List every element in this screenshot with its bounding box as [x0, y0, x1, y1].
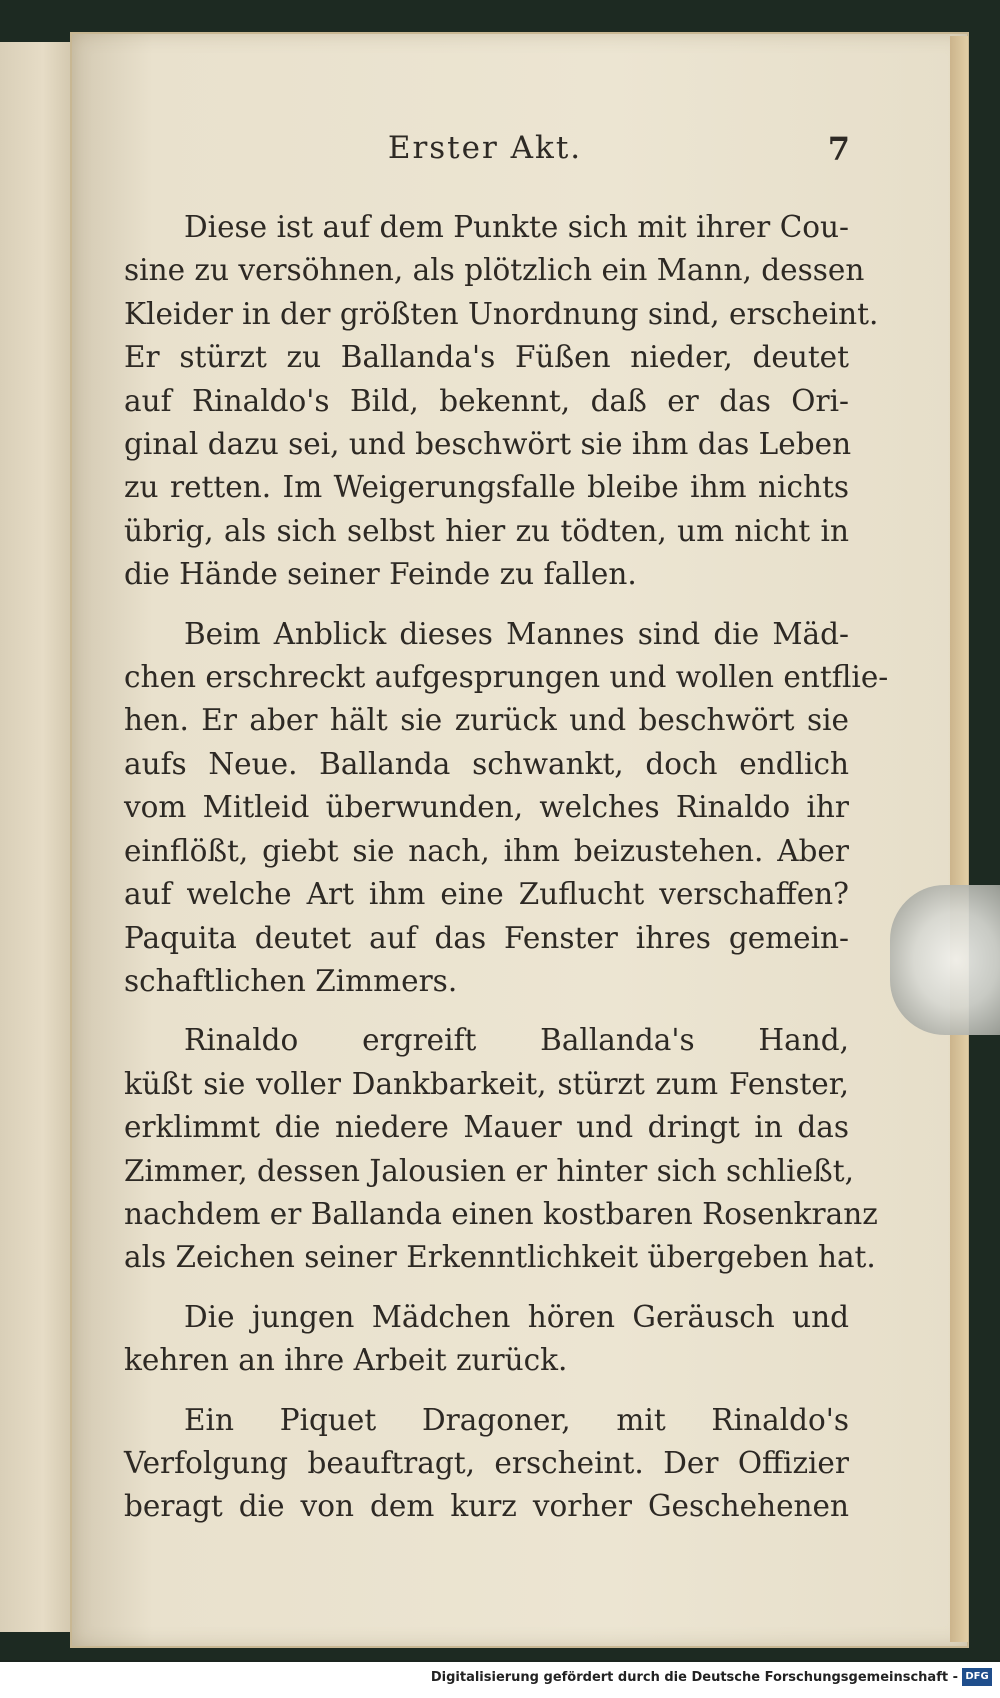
- running-head: Erster Akt.: [387, 130, 583, 166]
- paragraph-2: [124, 613, 889, 1004]
- dfg-logo: DFG: [962, 1668, 992, 1686]
- text-line: beragt die von dem kurz vorher Geschehenen: [124, 1489, 849, 1524]
- text-line: küßt sie voller Dankbarkeit, stürzt zum Fenster,: [124, 1066, 849, 1101]
- text-line: die Hände seiner Feinde zu fallen.: [124, 557, 637, 592]
- text-line: schaftlichen Zimmers.: [124, 963, 458, 998]
- text-line: nachdem er Ballanda einen kostbaren Rosenkranz: [124, 1196, 878, 1231]
- text-line: auf Rinaldo's Bild, bekennt, daß er das Ori-: [124, 383, 849, 418]
- text-line: Rinaldo ergreift Ballanda's Hand,: [184, 1023, 849, 1058]
- text-line: auf welche Art ihm eine Zuflucht verschaffen?: [124, 877, 849, 912]
- page-header: [120, 130, 850, 180]
- text-line: Beim Anblick dieses Mannes sind die Mäd-: [184, 616, 849, 651]
- text-line: vom Mitleid überwunden, welches Rinaldo ihr: [124, 790, 849, 825]
- text-line: ginal dazu sei, und beschwört sie ihm das Leben: [124, 427, 852, 462]
- text-line: zu retten. Im Weigerungsfalle bleibe ihm nichts: [124, 470, 849, 505]
- page-clip: [890, 885, 1000, 1035]
- page-fore-edge: [950, 36, 968, 1642]
- text-line: einflößt, giebt sie nach, ihm beizustehen. Aber: [124, 833, 849, 868]
- body-text: [124, 206, 889, 1529]
- text-line: Kleider in der größten Unordnung sind, erscheint.: [124, 296, 879, 331]
- text-line: als Zeichen seiner Erkenntlichkeit übergeben hat.: [124, 1240, 876, 1275]
- text-line: sine zu versöhnen, als plötzlich ein Mann, dessen: [124, 253, 865, 288]
- funding-credit: Digitalisierung gefördert durch die Deutsche Forschungsgemeinschaft -: [430, 1670, 958, 1685]
- paragraph-4: [124, 1296, 849, 1383]
- text-line: Verfolgung beauftragt, erscheint. Der Offizier: [124, 1445, 849, 1480]
- text-line: Ein Piquet Dragoner, mit Rinaldo's: [184, 1402, 849, 1437]
- paragraph-3: [124, 1019, 878, 1279]
- text-line: Diese ist auf dem Punkte sich mit ihrer Cou-: [184, 210, 849, 244]
- previous-page-edge: [0, 42, 80, 1632]
- text-line: aufs Neue. Ballanda schwankt, doch endlich: [124, 746, 849, 781]
- paragraph-1: [124, 206, 879, 597]
- digitization-footer: [0, 1662, 1000, 1698]
- text-line: kehren an ihre Arbeit zurück.: [124, 1343, 568, 1378]
- text-line: übrig, als sich selbst hier zu tödten, um nicht in: [124, 513, 849, 548]
- text-line: chen erschreckt aufgesprungen und wollen entflie-: [124, 660, 889, 695]
- text-line: Die jungen Mädchen hören Geräusch und: [184, 1299, 849, 1334]
- text-line: Zimmer, dessen Jalousien er hinter sich schließt,: [124, 1153, 854, 1188]
- text-line: erklimmt die niedere Mauer und dringt in das: [124, 1110, 849, 1145]
- paragraph-5: [124, 1399, 849, 1529]
- text-line: hen. Er aber hält sie zurück und beschwört sie: [124, 703, 849, 738]
- page-number: 7: [827, 130, 850, 168]
- text-line: Er stürzt zu Ballanda's Füßen nieder, deutet: [124, 340, 849, 375]
- text-line: Paquita deutet auf das Fenster ihres gemein-: [124, 920, 849, 955]
